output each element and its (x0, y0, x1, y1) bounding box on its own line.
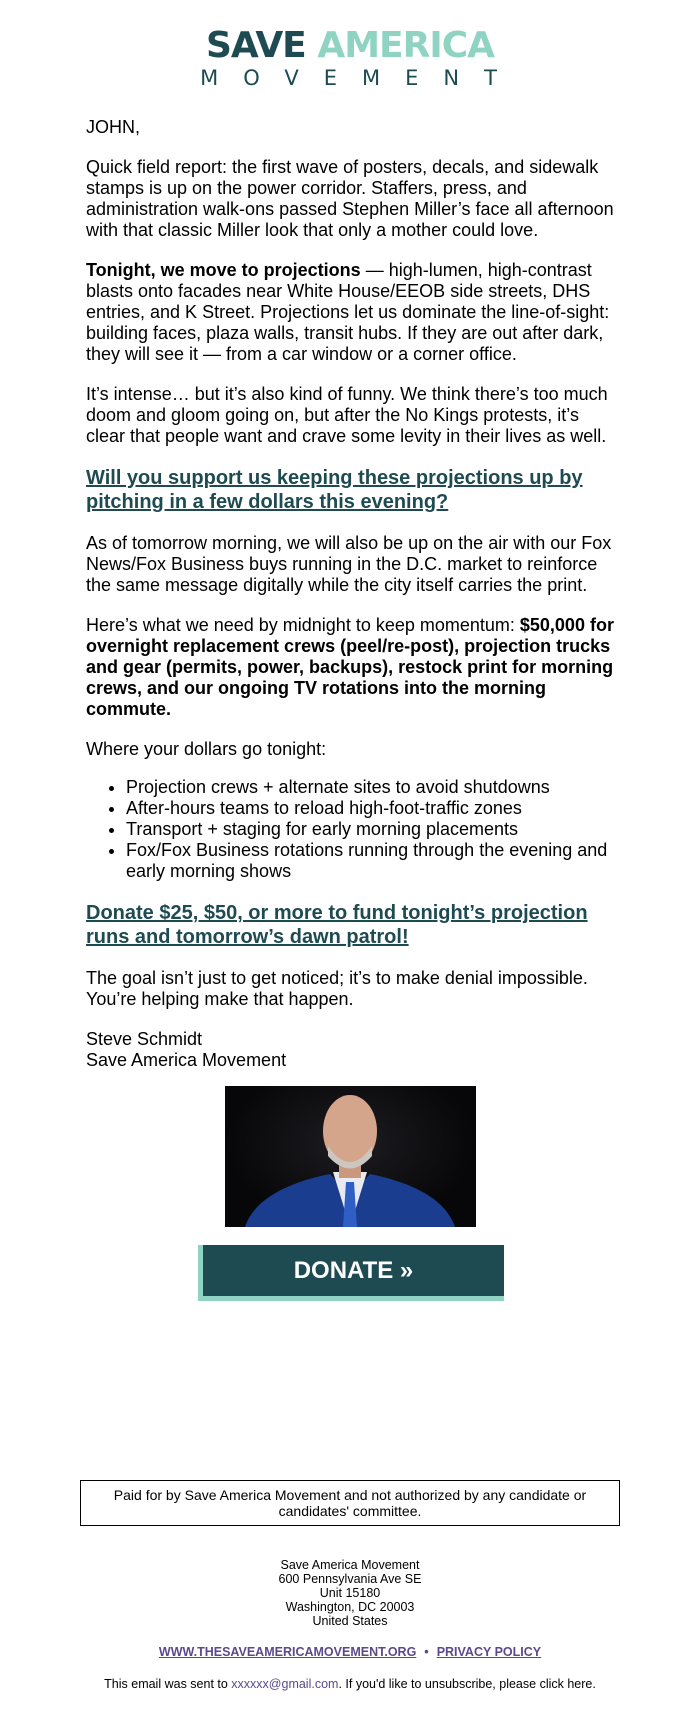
paragraph: Where your dollars go tonight: (86, 739, 327, 759)
list-item: • Projection crews + alternate sites to avoid shutdowns (126, 777, 622, 798)
logo-america: AMERICA (317, 25, 495, 66)
list-item: • Fox/Fox Business rotations running through the evening and early morning shows (126, 840, 622, 882)
logo (0, 26, 700, 90)
website-link[interactable]: WWW.THESAVEAMERICAMOVEMENT.ORG (158, 1645, 417, 1659)
address-line: 600 Pennsylvania Ave SE (278, 1572, 422, 1586)
address-line: Save America Movement (280, 1558, 420, 1572)
separator: • (424, 1645, 429, 1659)
privacy-policy-link[interactable]: PRIVACY POLICY (436, 1645, 542, 1659)
recipient-email[interactable]: xxxxxx@gmail.com (231, 1677, 339, 1691)
paragraph (86, 615, 622, 720)
paid-for-disclaimer: Paid for by Save America Movement and not authorized by any candidate or candidates' committee. (80, 1480, 620, 1526)
paragraph (86, 260, 622, 365)
footer-links (0, 1645, 700, 1659)
donate-button-label[interactable]: DONATE » (203, 1245, 504, 1296)
portrait-illustration (225, 1086, 476, 1227)
text: Here’s what we need by midnight to keep momentum: (86, 615, 520, 635)
paragraph: The goal isn’t just to get noticed; it’s to make denial impossible. You’re helping make that happen. (86, 968, 588, 1009)
list-item: • Transport + staging for early morning placements (126, 819, 622, 840)
mailing-address (0, 1558, 700, 1628)
unsubscribe-text[interactable]: . If you'd like to unsubscribe, please click here. (338, 1677, 596, 1691)
address-line: Unit 15180 (319, 1586, 381, 1600)
signature-name: Steve Schmidt (86, 1029, 203, 1049)
support-link[interactable]: Will you support us keeping these projections up by pitching in a few dollars this evening? (86, 467, 583, 513)
unsubscribe-notice (0, 1677, 700, 1691)
paragraph: It’s intense… but it’s also kind of funny. We think there’s too much doom and gloom going on, but after the No Kings protests, it’s clear that people want and crave some levity in their lives as well. (86, 384, 608, 446)
address-line: United States (312, 1614, 388, 1628)
logo-movement: MOVEMENT (200, 66, 522, 90)
donate-button[interactable] (198, 1245, 504, 1301)
donate-link[interactable]: Donate $25, $50, or more to fund tonight’s projection runs and tomorrow’s dawn patrol! (86, 902, 588, 948)
text: — high-lumen, high-contrast blasts onto facades near White House/EEOB side streets, DHS entries, and K Street. Projections let us dominate the line-of-sight: building faces, plaza walls, transit hubs. If they are out after dark, they will see it — from a car window or a corner office. (86, 260, 610, 364)
paragraph: As of tomorrow morning, we will also be up on the air with our Fox News/Fox Business buys running in the D.C. market to reinforce the same message digitally while the city itself carries the print. (86, 533, 612, 595)
portrait-photo (225, 1086, 476, 1227)
bold-text: Tonight, we move to projections (86, 260, 361, 280)
email-body (86, 117, 622, 1071)
address-line: Washington, DC 20003 (285, 1600, 415, 1614)
greeting: JOHN, (86, 117, 140, 137)
funding-list (86, 777, 622, 882)
bold-text: $50,000 for overnight replacement crews (peel/re-post), projection trucks and gear (permits, power, backups), restock print for morning crews, and our ongoing TV rotations into the morning commute. (86, 615, 614, 719)
signature-org: Save America Movement (86, 1050, 287, 1070)
logo-save: SAVE (205, 25, 306, 66)
paragraph: Quick field report: the first wave of posters, decals, and sidewalk stamps is up on the power corridor. Staffers, press, and administration walk-ons passed Stephen Miller’s face all afternoon with that classic Miller look that only a mother could love. (86, 157, 614, 240)
list-item: • After-hours teams to reload high-foot-traffic zones (126, 798, 622, 819)
text: This email was sent to (104, 1677, 232, 1691)
